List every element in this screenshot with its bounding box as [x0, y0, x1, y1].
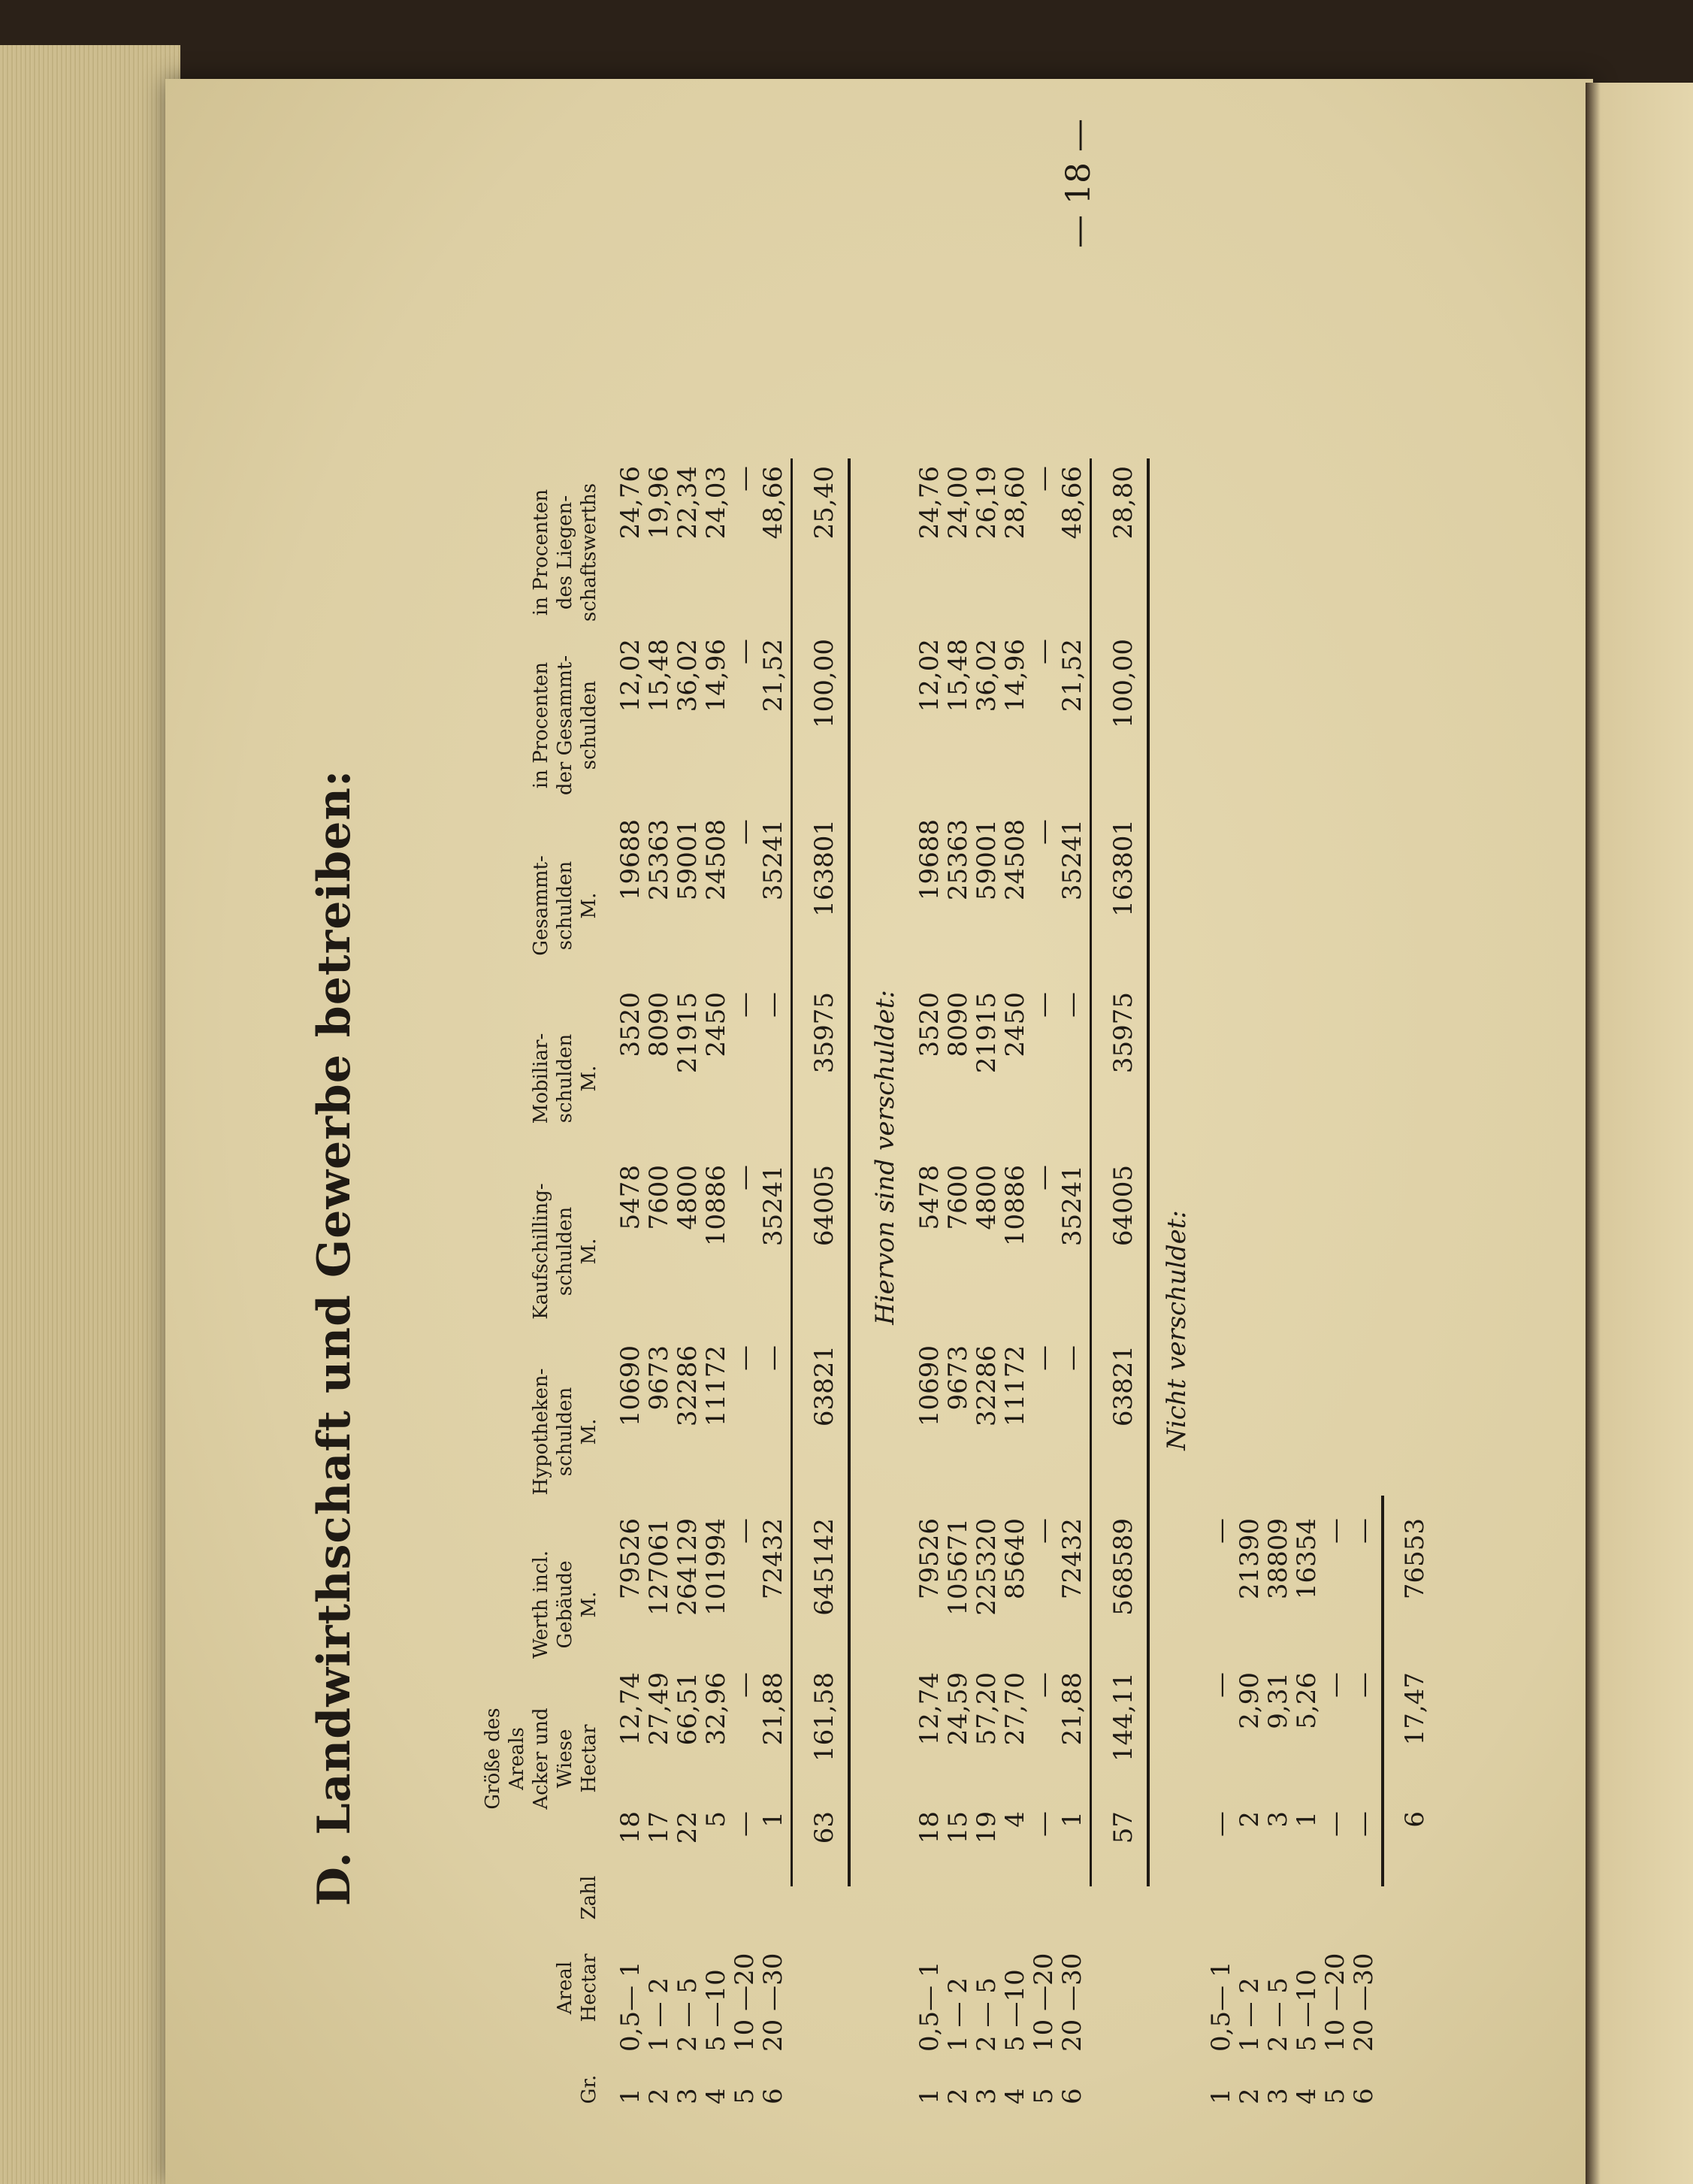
table1-cell-ges: 24508	[701, 819, 731, 901]
table1-cell-mob: —	[758, 992, 788, 1018]
table2-cell-groesse: 21,88	[1057, 1672, 1087, 1746]
table2-cell-areal: 5 —10	[1000, 1969, 1030, 2052]
table2-cell-gr: 5	[1029, 2088, 1059, 2104]
table1-cell-zahl: —	[730, 1811, 760, 1837]
table2-cell-areal: 10 —20	[1029, 1953, 1059, 2052]
table3-cell-werth: 38809	[1263, 1518, 1293, 1600]
table2-cell-mob: 2450	[1000, 992, 1030, 1057]
page-number-dash-left: —	[1060, 215, 1098, 248]
column-header-mob: Mobiliar- schulden M.	[530, 1033, 600, 1124]
table2-cell-werth: —	[1029, 1518, 1059, 1544]
table2-cell-ges: —	[1029, 819, 1059, 845]
table2-cell-zahl: —	[1029, 1811, 1059, 1837]
table2-cell-pl: 26,19	[972, 466, 1002, 540]
table2-cell-ges: 59001	[972, 819, 1002, 901]
table2-total-zahl: 57	[1108, 1811, 1138, 1844]
table2-cell-ges: 24508	[1000, 819, 1030, 901]
table2-cell-kauf: 7600	[943, 1165, 973, 1230]
table1-cell-gr: 3	[673, 2088, 703, 2104]
column-header-kauf: Kaufschilling- schulden M.	[530, 1183, 600, 1320]
table1-cell-mob: —	[730, 992, 760, 1018]
table3-cell-groesse: 5,26	[1292, 1672, 1322, 1729]
table3-cell-zahl: —	[1320, 1811, 1350, 1837]
table2-cell-areal: 0,5— 1	[915, 1961, 945, 2052]
table2-cell-kauf: —	[1029, 1165, 1059, 1190]
table2-cell-ps: —	[1029, 639, 1059, 664]
table2-cell-areal: 2 — 5	[972, 1977, 1002, 2052]
table3-cell-gr: 6	[1349, 2088, 1379, 2104]
table1-cell-gr: 1	[615, 2088, 645, 2104]
table3-cell-zahl: 3	[1263, 1811, 1293, 1828]
table2-cell-gr: 4	[1000, 2088, 1030, 2104]
table1-cell-areal: 1 — 2	[644, 1977, 674, 2052]
table2-total-mob: 35975	[1108, 992, 1138, 1074]
table1-cell-werth: 72432	[758, 1518, 788, 1600]
table2-total-rule	[1090, 458, 1092, 1886]
table2-cell-zahl: 19	[972, 1811, 1002, 1844]
table2-cell-mob: —	[1057, 992, 1087, 1018]
table2-cell-werth: 105671	[943, 1518, 973, 1616]
table3-cell-groesse: —	[1349, 1672, 1379, 1698]
table2-cell-kauf: 4800	[972, 1165, 1002, 1230]
table2-cell-pl: 24,00	[943, 466, 973, 540]
table2-cell-hyp: 9673	[943, 1345, 973, 1411]
table3-cell-zahl: —	[1206, 1811, 1236, 1837]
rotated-page-content	[210, 119, 1430, 2134]
table2-cell-werth: 72432	[1057, 1518, 1087, 1600]
table2-cell-mob: 3520	[915, 992, 945, 1057]
table1-cell-ps: —	[730, 639, 760, 664]
column-header-groesse: Größe des Areals Acker und Wiese Hectar	[482, 1708, 600, 1810]
table2-cell-hyp: 11172	[1000, 1345, 1030, 1427]
table2-cell-ges: 25363	[943, 819, 973, 901]
table3-cell-gr: 4	[1292, 2088, 1322, 2104]
table3-cell-werth: —	[1206, 1518, 1236, 1544]
table1-cell-werth: —	[730, 1518, 760, 1544]
table2-cell-zahl: 4	[1000, 1811, 1030, 1828]
table2-cell-pl: —	[1029, 466, 1059, 492]
table1-cell-ps: 12,02	[615, 639, 645, 712]
table3-cell-gr: 3	[1263, 2088, 1293, 2104]
table1-bottom-rule	[848, 458, 851, 1886]
table1-cell-mob: 21915	[673, 992, 703, 1074]
table2-cell-pl: 24,76	[915, 466, 945, 540]
table2-cell-kauf: 5478	[915, 1165, 945, 1230]
table1-cell-hyp: 9673	[644, 1345, 674, 1411]
table2-bottom-rule	[1147, 458, 1150, 1886]
table3-cell-areal: 2 — 5	[1263, 1977, 1293, 2052]
table1-cell-kauf: 10886	[701, 1165, 731, 1247]
column-header-pl: in Procenten des Liegen- schaftswerths	[530, 482, 600, 622]
table3-cell-areal: 0,5— 1	[1206, 1961, 1236, 2052]
table1-cell-ges: 25363	[644, 819, 674, 901]
table1-cell-pl: 48,66	[758, 466, 788, 540]
table2-cell-groesse: 12,74	[915, 1672, 945, 1746]
table2-cell-mob: 8090	[943, 992, 973, 1057]
table3-cell-groesse: —	[1206, 1672, 1236, 1698]
table1-total-groesse: 161,58	[809, 1672, 839, 1762]
table2-cell-ps: 36,02	[972, 639, 1002, 712]
table2-cell-areal: 20 —30	[1057, 1953, 1087, 2052]
table1-cell-ges: 19688	[615, 819, 645, 901]
table3-cell-areal: 1 — 2	[1235, 1977, 1265, 2052]
table2-cell-zahl: 18	[915, 1811, 945, 1844]
table3-cell-gr: 2	[1235, 2088, 1265, 2104]
table3-cell-areal: 20 —30	[1349, 1953, 1379, 2052]
table1-cell-pl: —	[730, 466, 760, 492]
table2-cell-mob: —	[1029, 992, 1059, 1018]
table1-cell-zahl: 1	[758, 1811, 788, 1828]
table1-cell-pl: 19,96	[644, 466, 674, 540]
table1-cell-zahl: 22	[673, 1811, 703, 1844]
table1-total-pl: 25,40	[809, 466, 839, 540]
table2-cell-werth: 225320	[972, 1518, 1002, 1616]
table2-cell-groesse: 27,70	[1000, 1672, 1030, 1746]
table2-cell-areal: 1 — 2	[943, 1977, 973, 2052]
table1-cell-groesse: 12,74	[615, 1672, 645, 1746]
table1-cell-kauf: —	[730, 1165, 760, 1190]
table1-cell-hyp: —	[730, 1345, 760, 1371]
table2-cell-gr: 1	[915, 2088, 945, 2104]
table1-cell-hyp: 10690	[615, 1345, 645, 1427]
table2-cell-ges: 19688	[915, 819, 945, 901]
table1-cell-gr: 2	[644, 2088, 674, 2104]
table3-cell-werth: —	[1320, 1518, 1350, 1544]
table2-cell-groesse: —	[1029, 1672, 1059, 1698]
table2-cell-pl: 28,60	[1000, 466, 1030, 540]
table1-total-kauf: 64005	[809, 1165, 839, 1247]
table3-cell-gr: 5	[1320, 2088, 1350, 2104]
table2-cell-ps: 14,96	[1000, 639, 1030, 712]
table1-cell-ges: 59001	[673, 819, 703, 901]
table1-total-mob: 35975	[809, 992, 839, 1074]
table2-cell-pl: 48,66	[1057, 466, 1087, 540]
table2-cell-gr: 6	[1057, 2088, 1087, 2104]
table1-total-zahl: 63	[809, 1811, 839, 1844]
column-header-zahl: Zahl	[578, 1875, 600, 1920]
table1-total-rule	[791, 458, 793, 1886]
page-number-dash-right: —	[1060, 119, 1098, 152]
table2-total-hyp: 63821	[1108, 1345, 1138, 1427]
table1-cell-werth: 101994	[701, 1518, 731, 1616]
book-binding	[1586, 83, 1693, 2184]
page-number-value: 18	[1060, 162, 1098, 204]
table2-cell-groesse: 24,59	[943, 1672, 973, 1746]
column-header-ps: in Procenten der Gesammt- schulden	[530, 655, 600, 796]
table1-cell-mob: 2450	[701, 992, 731, 1057]
table1-cell-areal: 10 —20	[730, 1953, 760, 2052]
table1-cell-zahl: 5	[701, 1811, 731, 1828]
table1-cell-werth: 127061	[644, 1518, 674, 1616]
table1-cell-areal: 0,5— 1	[615, 1961, 645, 2052]
table1-cell-ges: 35241	[758, 819, 788, 901]
table3-total-zahl: 6	[1400, 1811, 1430, 1828]
table2-cell-zahl: 15	[943, 1811, 973, 1844]
table1-total-ges: 163801	[809, 819, 839, 917]
section-heading-nicht-verschuldet: Nicht verschuldet:	[1162, 1210, 1192, 1450]
table2-cell-ges: 35241	[1057, 819, 1087, 901]
table1-cell-pl: 24,76	[615, 466, 645, 540]
table1-cell-groesse: —	[730, 1672, 760, 1698]
column-header-werth: Werth incl. Gebäude M.	[530, 1550, 600, 1659]
table1-cell-hyp: —	[758, 1345, 788, 1371]
table1-cell-hyp: 11172	[701, 1345, 731, 1427]
table2-cell-gr: 2	[943, 2088, 973, 2104]
table1-cell-mob: 3520	[615, 992, 645, 1057]
table3-cell-werth: 21390	[1235, 1518, 1265, 1600]
table1-total-werth: 645142	[809, 1518, 839, 1616]
column-header-areal: Areal Hectar	[554, 1953, 600, 2022]
table3-cell-zahl: —	[1349, 1811, 1379, 1837]
table1-cell-kauf: 35241	[758, 1165, 788, 1247]
table2-total-groesse: 144,11	[1108, 1672, 1138, 1762]
table1-cell-groesse: 32,96	[701, 1672, 731, 1746]
table1-cell-mob: 8090	[644, 992, 674, 1057]
table1-cell-groesse: 27,49	[644, 1672, 674, 1746]
table2-total-werth: 568589	[1108, 1518, 1138, 1616]
column-header-gr: Gr.	[578, 2074, 600, 2104]
table1-cell-ps: 14,96	[701, 639, 731, 712]
table2-cell-hyp: —	[1029, 1345, 1059, 1371]
table1-cell-gr: 4	[701, 2088, 731, 2104]
table1-cell-pl: 24,03	[701, 466, 731, 540]
table1-cell-ps: 36,02	[673, 639, 703, 712]
table2-cell-gr: 3	[972, 2088, 1002, 2104]
table1-cell-zahl: 18	[615, 1811, 645, 1844]
table2-cell-ps: 21,52	[1057, 639, 1087, 712]
table2-cell-zahl: 1	[1057, 1811, 1087, 1828]
table1-total-ps: 100,00	[809, 639, 839, 728]
table1-cell-werth: 264129	[673, 1518, 703, 1616]
table1-cell-ges: —	[730, 819, 760, 845]
table2-cell-hyp: —	[1057, 1345, 1087, 1371]
table1-cell-areal: 20 —30	[758, 1953, 788, 2052]
table1-cell-kauf: 7600	[644, 1165, 674, 1230]
table2-cell-hyp: 10690	[915, 1345, 945, 1427]
statistics-table	[210, 195, 1430, 2134]
table2-total-ges: 163801	[1108, 819, 1138, 917]
table3-cell-zahl: 2	[1235, 1811, 1265, 1828]
table3-cell-zahl: 1	[1292, 1811, 1322, 1828]
table1-cell-kauf: 4800	[673, 1165, 703, 1230]
table2-total-ps: 100,00	[1108, 639, 1138, 728]
table3-total-rule	[1381, 1496, 1384, 1886]
column-header-hyp: Hypotheken- schulden M.	[530, 1368, 600, 1496]
table1-cell-kauf: 5478	[615, 1165, 645, 1230]
table2-total-kauf: 64005	[1108, 1165, 1138, 1247]
table2-cell-werth: 85640	[1000, 1518, 1030, 1600]
table2-cell-kauf: 10886	[1000, 1165, 1030, 1247]
table1-cell-areal: 5 —10	[701, 1969, 731, 2052]
table3-cell-werth: 16354	[1292, 1518, 1322, 1600]
table1-cell-zahl: 17	[644, 1811, 674, 1844]
table3-cell-groesse: 9,31	[1263, 1672, 1293, 1729]
table3-cell-groesse: —	[1320, 1672, 1350, 1698]
table3-cell-werth: —	[1349, 1518, 1379, 1544]
table1-cell-gr: 5	[730, 2088, 760, 2104]
table3-total-groesse: 17,47	[1400, 1672, 1430, 1746]
table1-cell-ps: 15,48	[644, 639, 674, 712]
book-page-stack	[0, 45, 180, 2184]
table3-cell-gr: 1	[1206, 2088, 1236, 2104]
table3-total-werth: 76553	[1400, 1518, 1430, 1600]
table2-cell-hyp: 32286	[972, 1345, 1002, 1427]
column-header-ges: Gesammt- schulden M.	[530, 855, 600, 956]
table3-cell-groesse: 2,90	[1235, 1672, 1265, 1729]
table1-cell-gr: 6	[758, 2088, 788, 2104]
table2-cell-werth: 79526	[915, 1518, 945, 1600]
table2-cell-ps: 15,48	[943, 639, 973, 712]
table2-cell-kauf: 35241	[1057, 1165, 1087, 1247]
page-title: D. Landwirthschaft und Gewerbe betreiben:	[308, 769, 361, 1907]
table3-cell-areal: 10 —20	[1320, 1953, 1350, 2052]
section-heading-verschuldet: Hiervon sind verschuldet:	[870, 990, 900, 1325]
table1-cell-ps: 21,52	[758, 639, 788, 712]
table1-total-hyp: 63821	[809, 1345, 839, 1427]
table1-cell-areal: 2 — 5	[673, 1977, 703, 2052]
table2-total-pl: 28,80	[1108, 466, 1138, 540]
table2-cell-ps: 12,02	[915, 639, 945, 712]
table2-cell-mob: 21915	[972, 992, 1002, 1074]
table1-cell-pl: 22,34	[673, 466, 703, 540]
table1-cell-werth: 79526	[615, 1518, 645, 1600]
table1-cell-groesse: 66,51	[673, 1672, 703, 1746]
table1-cell-groesse: 21,88	[758, 1672, 788, 1746]
table3-cell-areal: 5 —10	[1292, 1969, 1322, 2052]
table1-cell-hyp: 32286	[673, 1345, 703, 1427]
table2-cell-groesse: 57,20	[972, 1672, 1002, 1746]
